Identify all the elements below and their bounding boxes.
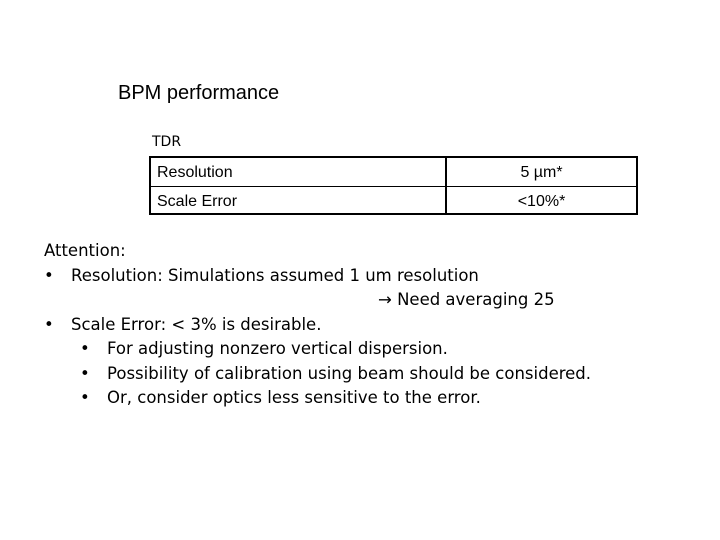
row-label: Scale Error [157, 193, 238, 210]
bullet-icon: • [80, 388, 90, 407]
bullet-icon: • [44, 265, 54, 285]
table-row-scale-error [151, 187, 636, 215]
list-item-resolution [44, 264, 479, 289]
row-value: 5 µm* [520, 164, 563, 181]
row-label: Resolution [157, 164, 233, 181]
table-caption: TDR [152, 134, 182, 150]
sub-list-item-text: Or, consider optics less sensitive to the error. [107, 388, 481, 407]
sub-list-item-text: Possibility of calibration using beam should be considered. [107, 363, 592, 383]
row-value: <10%* [517, 193, 566, 210]
sub-list-item [44, 386, 481, 411]
list-item-scale-error [44, 313, 322, 338]
spec-table [149, 156, 638, 215]
notes-block [44, 239, 592, 411]
bullet-icon: • [80, 339, 90, 358]
sub-list-item [44, 362, 592, 387]
list-item-followup [44, 288, 555, 313]
bullet-icon: • [44, 314, 54, 334]
sub-list-item [44, 337, 448, 362]
bullet-icon: • [80, 363, 90, 383]
list-item-text: Resolution: Simulations assumed 1 um resolution [71, 265, 479, 285]
list-item-text: Scale Error: < 3% is desirable. [71, 314, 322, 334]
notes-heading: Attention: [44, 241, 126, 260]
followup-text: → Need averaging 25 [378, 290, 555, 309]
table-row-resolution [151, 158, 636, 187]
slide-title: BPM performance [118, 82, 280, 104]
sub-list-item-text: For adjusting nonzero vertical dispersion. [107, 339, 448, 358]
